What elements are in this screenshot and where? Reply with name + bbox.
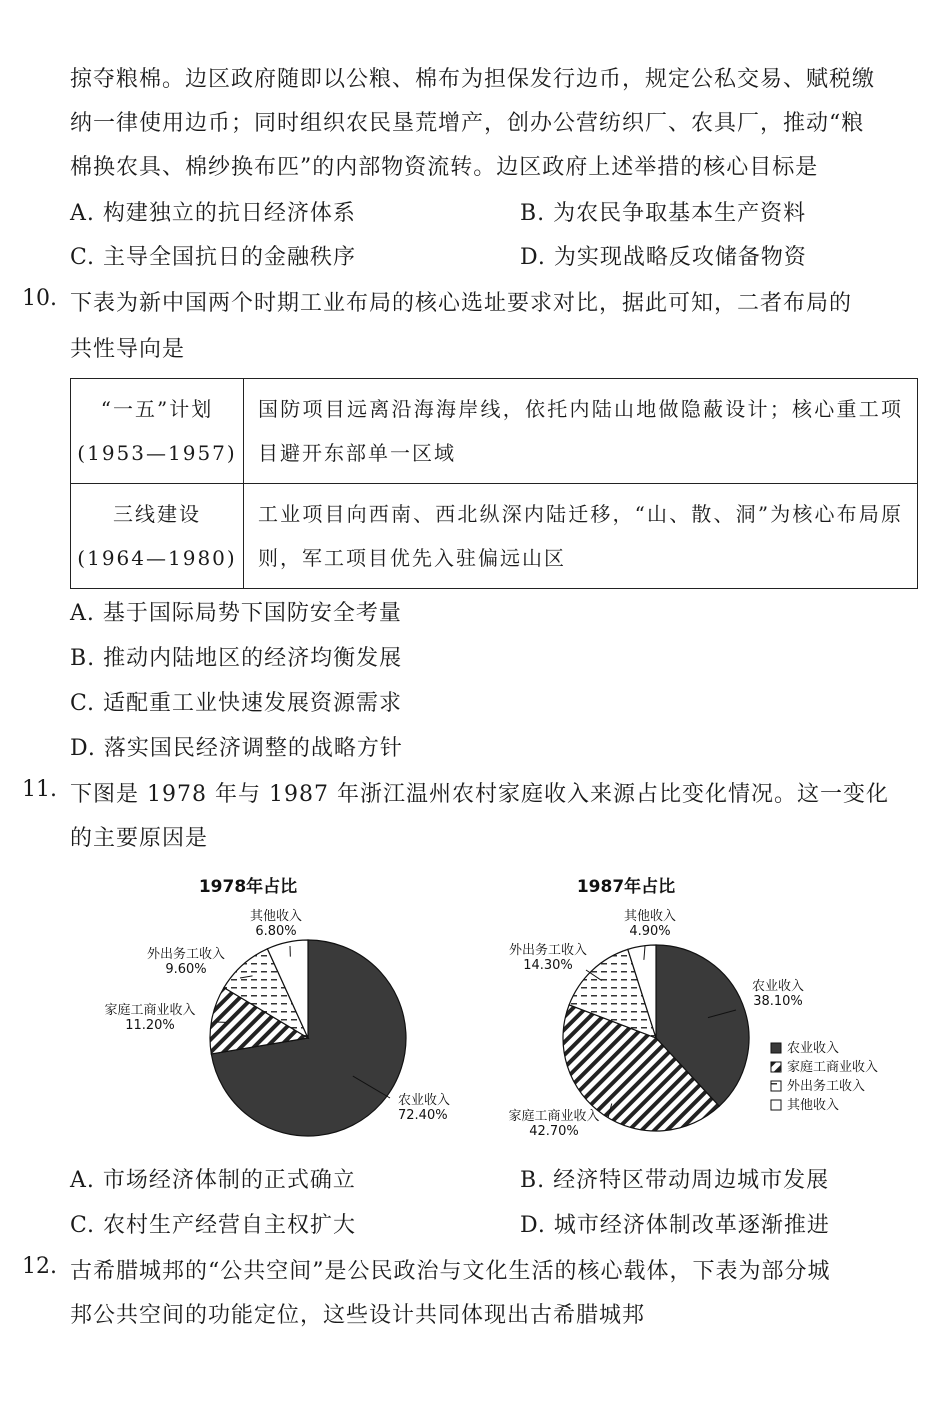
slice-value-label: 38.10% [753,994,803,1009]
legend-swatch [771,1043,781,1053]
q12-stem-line: 邦公共空间的功能定位，这些设计共同体现出古希腊城邦 [70,1303,646,1328]
legend-swatch [771,1100,781,1110]
slice-name-label: 其他收入 [623,909,677,924]
slice-name-label: 农业收入 [751,979,805,994]
chart-title: 1987年占比 [576,877,676,897]
q11-stem-line: 的主要原因是 [70,826,209,851]
q11-option-a[interactable]: A. 市场经济体制的正式确立 [70,1168,356,1193]
q9-stem-line: 掠夺粮棉。边区政府随即以公粮、棉布为担保发行边币，规定公私交易、赋税缴 [70,67,876,92]
q11-number: 11. [22,777,57,802]
legend-swatch [771,1062,781,1072]
table-desc-cell: 工业项目向西南、西北纵深内陆迁移，“山、散、洞”为核心布局原则，军工项目优先入驻偏远山区 [244,484,918,589]
chart-title: 1978年占比 [198,877,298,897]
slice-value-label: 42.70% [529,1124,579,1139]
q10-option-d[interactable]: D. 落实国民经济调整的战略方针 [70,736,403,761]
q11-option-c[interactable]: C. 农村生产经营自主权扩大 [70,1213,357,1238]
q12-stem-line: 古希腊城邦的“公共空间”是公民政治与文化生活的核心载体，下表为部分城 [70,1259,831,1284]
legend-item: 外出务工收入 [787,1079,866,1094]
slice-value-label: 6.80% [255,924,297,939]
q10-option-a[interactable]: A. 基于国际局势下国防安全考量 [70,601,402,626]
slice-name-label: 农业收入 [398,1093,451,1108]
slice-name-label: 家庭工商业收入 [508,1109,600,1124]
legend-item: 农业收入 [787,1041,840,1056]
slice-value-label: 14.30% [523,958,573,973]
slice-name-label: 外出务工收入 [508,943,588,958]
q10-number: 10. [22,286,57,311]
q9-option-b[interactable]: B. 为农民争取基本生产资料 [520,201,807,226]
q9-option-d[interactable]: D. 为实现战略反攻储备物资 [520,245,807,270]
slice-value-label: 4.90% [629,924,671,939]
slice-value-label: 9.60% [165,962,207,977]
q10-stem-line: 下表为新中国两个时期工业布局的核心选址要求对比，据此可知，二者布局的 [70,291,853,316]
q10-stem-line: 共性导向是 [70,337,186,362]
legend-item: 其他收入 [787,1098,840,1113]
slice-name-label: 家庭工商业收入 [104,1003,196,1018]
table-desc-cell: 国防项目远离沿海海岸线，依托内陆山地做隐蔽设计；核心重工项目避开东部单一区域 [244,379,918,484]
period-name: 三线建设 [113,502,201,526]
legend-swatch [771,1081,781,1091]
q9-option-c[interactable]: C. 主导全国抗日的金融秩序 [70,245,357,270]
q9-stem-line: 纳一律使用边币；同时组织农民垦荒增产，创办公营纺织厂、农具厂，推动“粮 [70,111,865,136]
slice-value-label: 11.20% [125,1018,175,1033]
slice-name-label: 其他收入 [249,909,303,924]
period-years: (1953—1957) [77,441,237,465]
q10-option-c[interactable]: C. 适配重工业快速发展资源需求 [70,691,403,716]
q11-option-d[interactable]: D. 城市经济体制改革逐渐推进 [520,1213,830,1238]
q12-number: 12. [22,1254,57,1279]
q9-stem-line: 棉换农具、棉纱换布匹”的内部物资流转。边区政府上述举措的核心目标是 [70,155,819,180]
q9-option-a[interactable]: A. 构建独立的抗日经济体系 [70,201,356,226]
period-years: (1964—1980) [77,546,237,570]
q10-option-b[interactable]: B. 推动内陆地区的经济均衡发展 [70,646,403,671]
q11-stem-line: 下图是 1978 年与 1987 年浙江温州农村家庭收入来源占比变化情况。这一变化 [70,782,889,807]
slice-value-label: 72.40% [398,1108,448,1123]
legend-item: 家庭工商业收入 [787,1060,879,1075]
period-name: “一五”计划 [100,397,214,421]
q11-option-b[interactable]: B. 经济特区带动周边城市发展 [520,1168,830,1193]
slice-name-label: 外出务工收入 [146,947,226,962]
